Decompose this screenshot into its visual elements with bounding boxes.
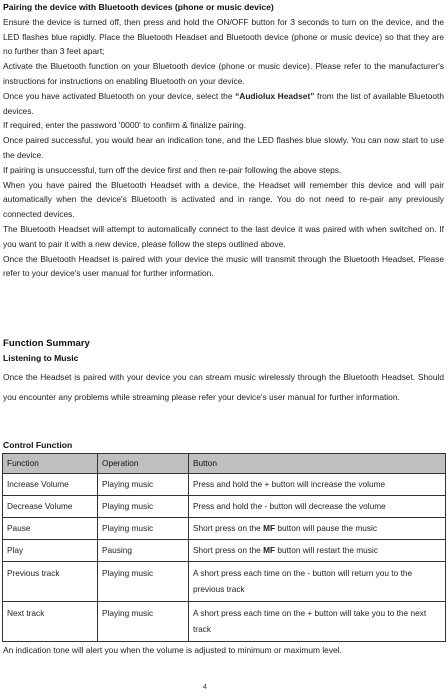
header-operation: Operation (98, 454, 189, 474)
table-row (3, 518, 446, 540)
operation-cell: Playing music (98, 474, 189, 496)
listening-to-music-subtitle: Listening to Music (3, 353, 79, 363)
button-cell (189, 474, 446, 496)
function-cell: Pause (3, 518, 98, 540)
table-header-row (3, 454, 446, 474)
button-text-end: button will pause the music (275, 523, 378, 533)
header-button: Button (189, 454, 446, 474)
function-cell: Decrease Volume (3, 496, 98, 518)
pairing-paragraph-3-end: from the list of available Bluetooth devices. (3, 90, 445, 116)
table-row (3, 496, 446, 518)
page-number: 4 (203, 684, 207, 691)
button-text: A short press each time on the - button will return you to the previous track (193, 568, 413, 594)
operation-cell: Playing music (98, 602, 189, 642)
control-function-table (2, 453, 446, 642)
table-row (3, 602, 446, 642)
device-name-highlight: “Audiolux Headset” (235, 90, 315, 101)
pairing-paragraph-5: Once paired successful, you would hear an indication tone, and the LED flashes blue slowly. You can now start to use the device. (3, 135, 444, 160)
pairing-paragraph-3-start: Once you have activated Bluetooth on your device, select the (3, 90, 236, 101)
button-cell (189, 562, 446, 602)
button-text: A short press each time on the + button will take you to the next track (193, 608, 427, 634)
function-cell: Play (3, 540, 98, 562)
operation-cell: Playing music (98, 562, 189, 602)
table-row (3, 562, 446, 602)
pairing-paragraph-9: Once the Bluetooth Headset is paired with your device the music will transmit through the Bluetooth Headset. Please refer to your device's user manual for further information. (3, 253, 444, 279)
listening-to-music-body: Once the Headset is paired with your device you can stream music wirelessly through the Bluetooth Headset. Should you encounter any problems while streaming please refer your device's user manual for further information. (3, 372, 444, 402)
header-function: Function (3, 454, 98, 474)
button-text: Press and hold the + button will increase the volume (193, 479, 386, 489)
pairing-paragraph-6: If pairing is unsuccessful, turn off the device first and then re-pair following the above steps. (3, 164, 342, 175)
button-text-end: button will restart the music (275, 545, 378, 555)
mf-button-label: MF (263, 523, 276, 533)
table-row (3, 474, 446, 496)
operation-cell: Playing music (98, 518, 189, 540)
pairing-section (3, 0, 444, 281)
function-cell: Increase Volume (3, 474, 98, 496)
function-cell: Previous track (3, 562, 98, 602)
operation-cell: Playing music (98, 496, 189, 518)
button-cell (189, 540, 446, 562)
mf-button-label: MF (263, 545, 276, 555)
button-text-start: Short press on the (193, 545, 264, 555)
button-cell (189, 602, 446, 642)
operation-cell: Pausing (98, 540, 189, 562)
pairing-heading: Pairing the device with Bluetooth devices (phone or music device) (3, 2, 274, 12)
control-function-title: Control Function (3, 440, 73, 450)
pairing-paragraph-8: The Bluetooth Headset will attempt to automatically connect to the last device it was paired with when switched on. If you want to pair it with a new device, please follow the steps outlined above. (3, 223, 444, 249)
function-summary-title: Function Summary (3, 338, 90, 349)
pairing-paragraph-1: Ensure the device is turned off, then press and hold the ON/OFF button for 3 seconds to turn on the device, and the LED flashes blue rapidly. Place the Bluetooth Headset and Bluetooth device (phone or music device) so that they are no further than 3 feet apart; (3, 16, 444, 57)
button-text-start: Short press on the (193, 523, 264, 533)
volume-limit-note: An indication tone will alert you when the volume is adjusted to minimum or maximum level. (3, 645, 342, 655)
table-row (3, 540, 446, 562)
pairing-paragraph-7: When you have paired the Bluetooth Headset with a device, the Headset will remember this device and will pair automatically when the device's Bluetooth is activated and in range. You do not need to re-pair any previously connected devices. (3, 179, 444, 220)
button-cell (189, 496, 446, 518)
button-text: Press and hold the - button will decrease the volume (193, 501, 386, 511)
pairing-paragraph-2: Activate the Bluetooth function on your Bluetooth device (phone or music device). Please refer to the manufacturer's instructions for instructions on enabling Bluetooth on your device. (3, 61, 444, 86)
function-cell: Next track (3, 602, 98, 642)
pairing-paragraph-4: If required, enter the password '0000' to confirm & finalize pairing. (3, 120, 246, 131)
pairing-paragraph-3 (3, 89, 444, 119)
button-cell (189, 518, 446, 540)
